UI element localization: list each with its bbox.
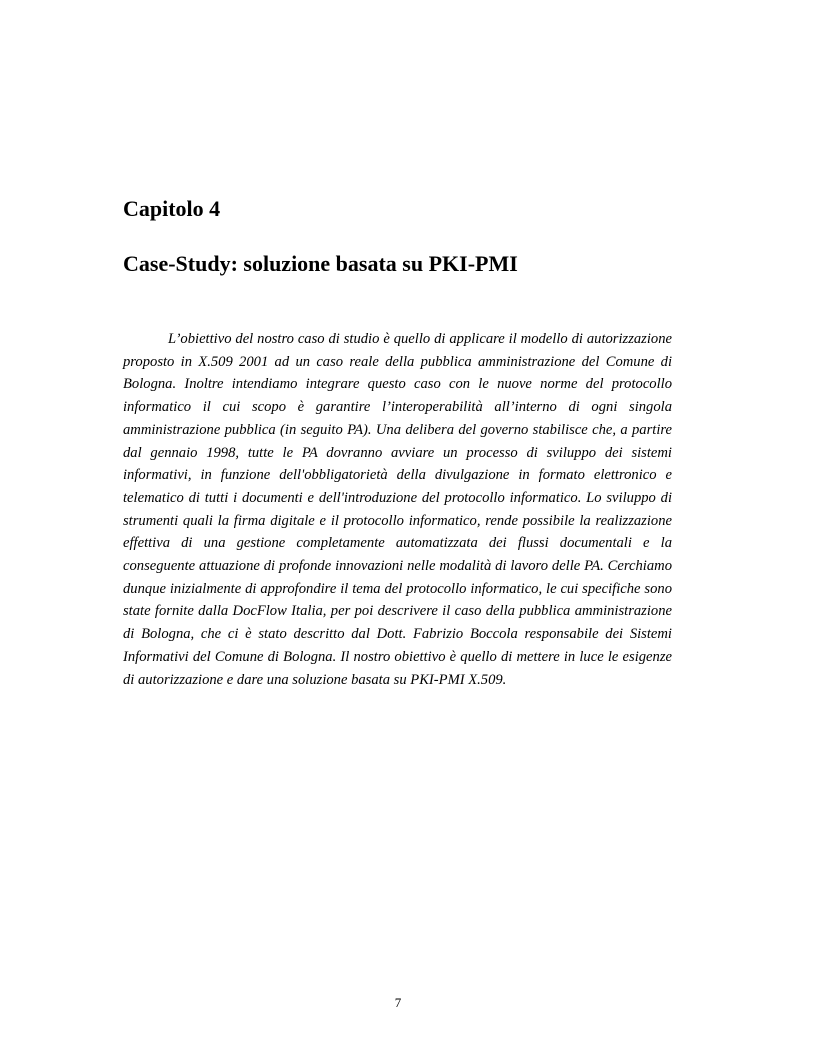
page-number: 7 bbox=[394, 995, 402, 1010]
body-paragraph: L’obiettivo del nostro caso di studio è quello di applicare il modello di autorizzazione proposto in X.509 2001 ad un caso reale della pubblica amministrazione del Comune di Bologna. Inoltre intendiamo integrare questo caso con le nuove norme del protocollo informatico il cui scopo è garantire l’interoperabilità all’interno di ogni singola amministrazione pubblica (in seguito PA). Una delibera del governo stabilisce che, a partire dal gennaio 1998, tutte le PA dovranno avviare un processo di sviluppo dei sistemi informativi, in funzione dell'obbligatorietà della divulgazione in formato elettronico e telematico di tutti i documenti e dell'introduzione del protocollo informatico. Lo sviluppo di strumenti quali la firma digitale e il protocollo informatico, rende possibile la realizzazione effettiva di una gestione completamente automatizzata dei flussi documentali e la conseguente attuazione di profonde innovazioni nelle modalità di lavoro delle PA. Cerchiamo dunque inizialmente di approfondire il tema del protocollo informatico, le cui specifiche sono state fornite dalla DocFlow Italia, per poi descrivere il caso della pubblica amministrazione di Bologna, che ci è stato descritto dal Dott. Fabrizio Boccola responsabile dei Sistemi Informativi del Comune di Bologna. Il nostro obiettivo è quello di mettere in luce le esigenze di autorizzazione e dare una soluzione basata su PKI-PMI X.509. bbox=[123, 331, 672, 688]
chapter-title: Case-Study: soluzione basata su PKI-PMI bbox=[123, 251, 518, 276]
chapter-label: Capitolo 4 bbox=[123, 196, 221, 221]
